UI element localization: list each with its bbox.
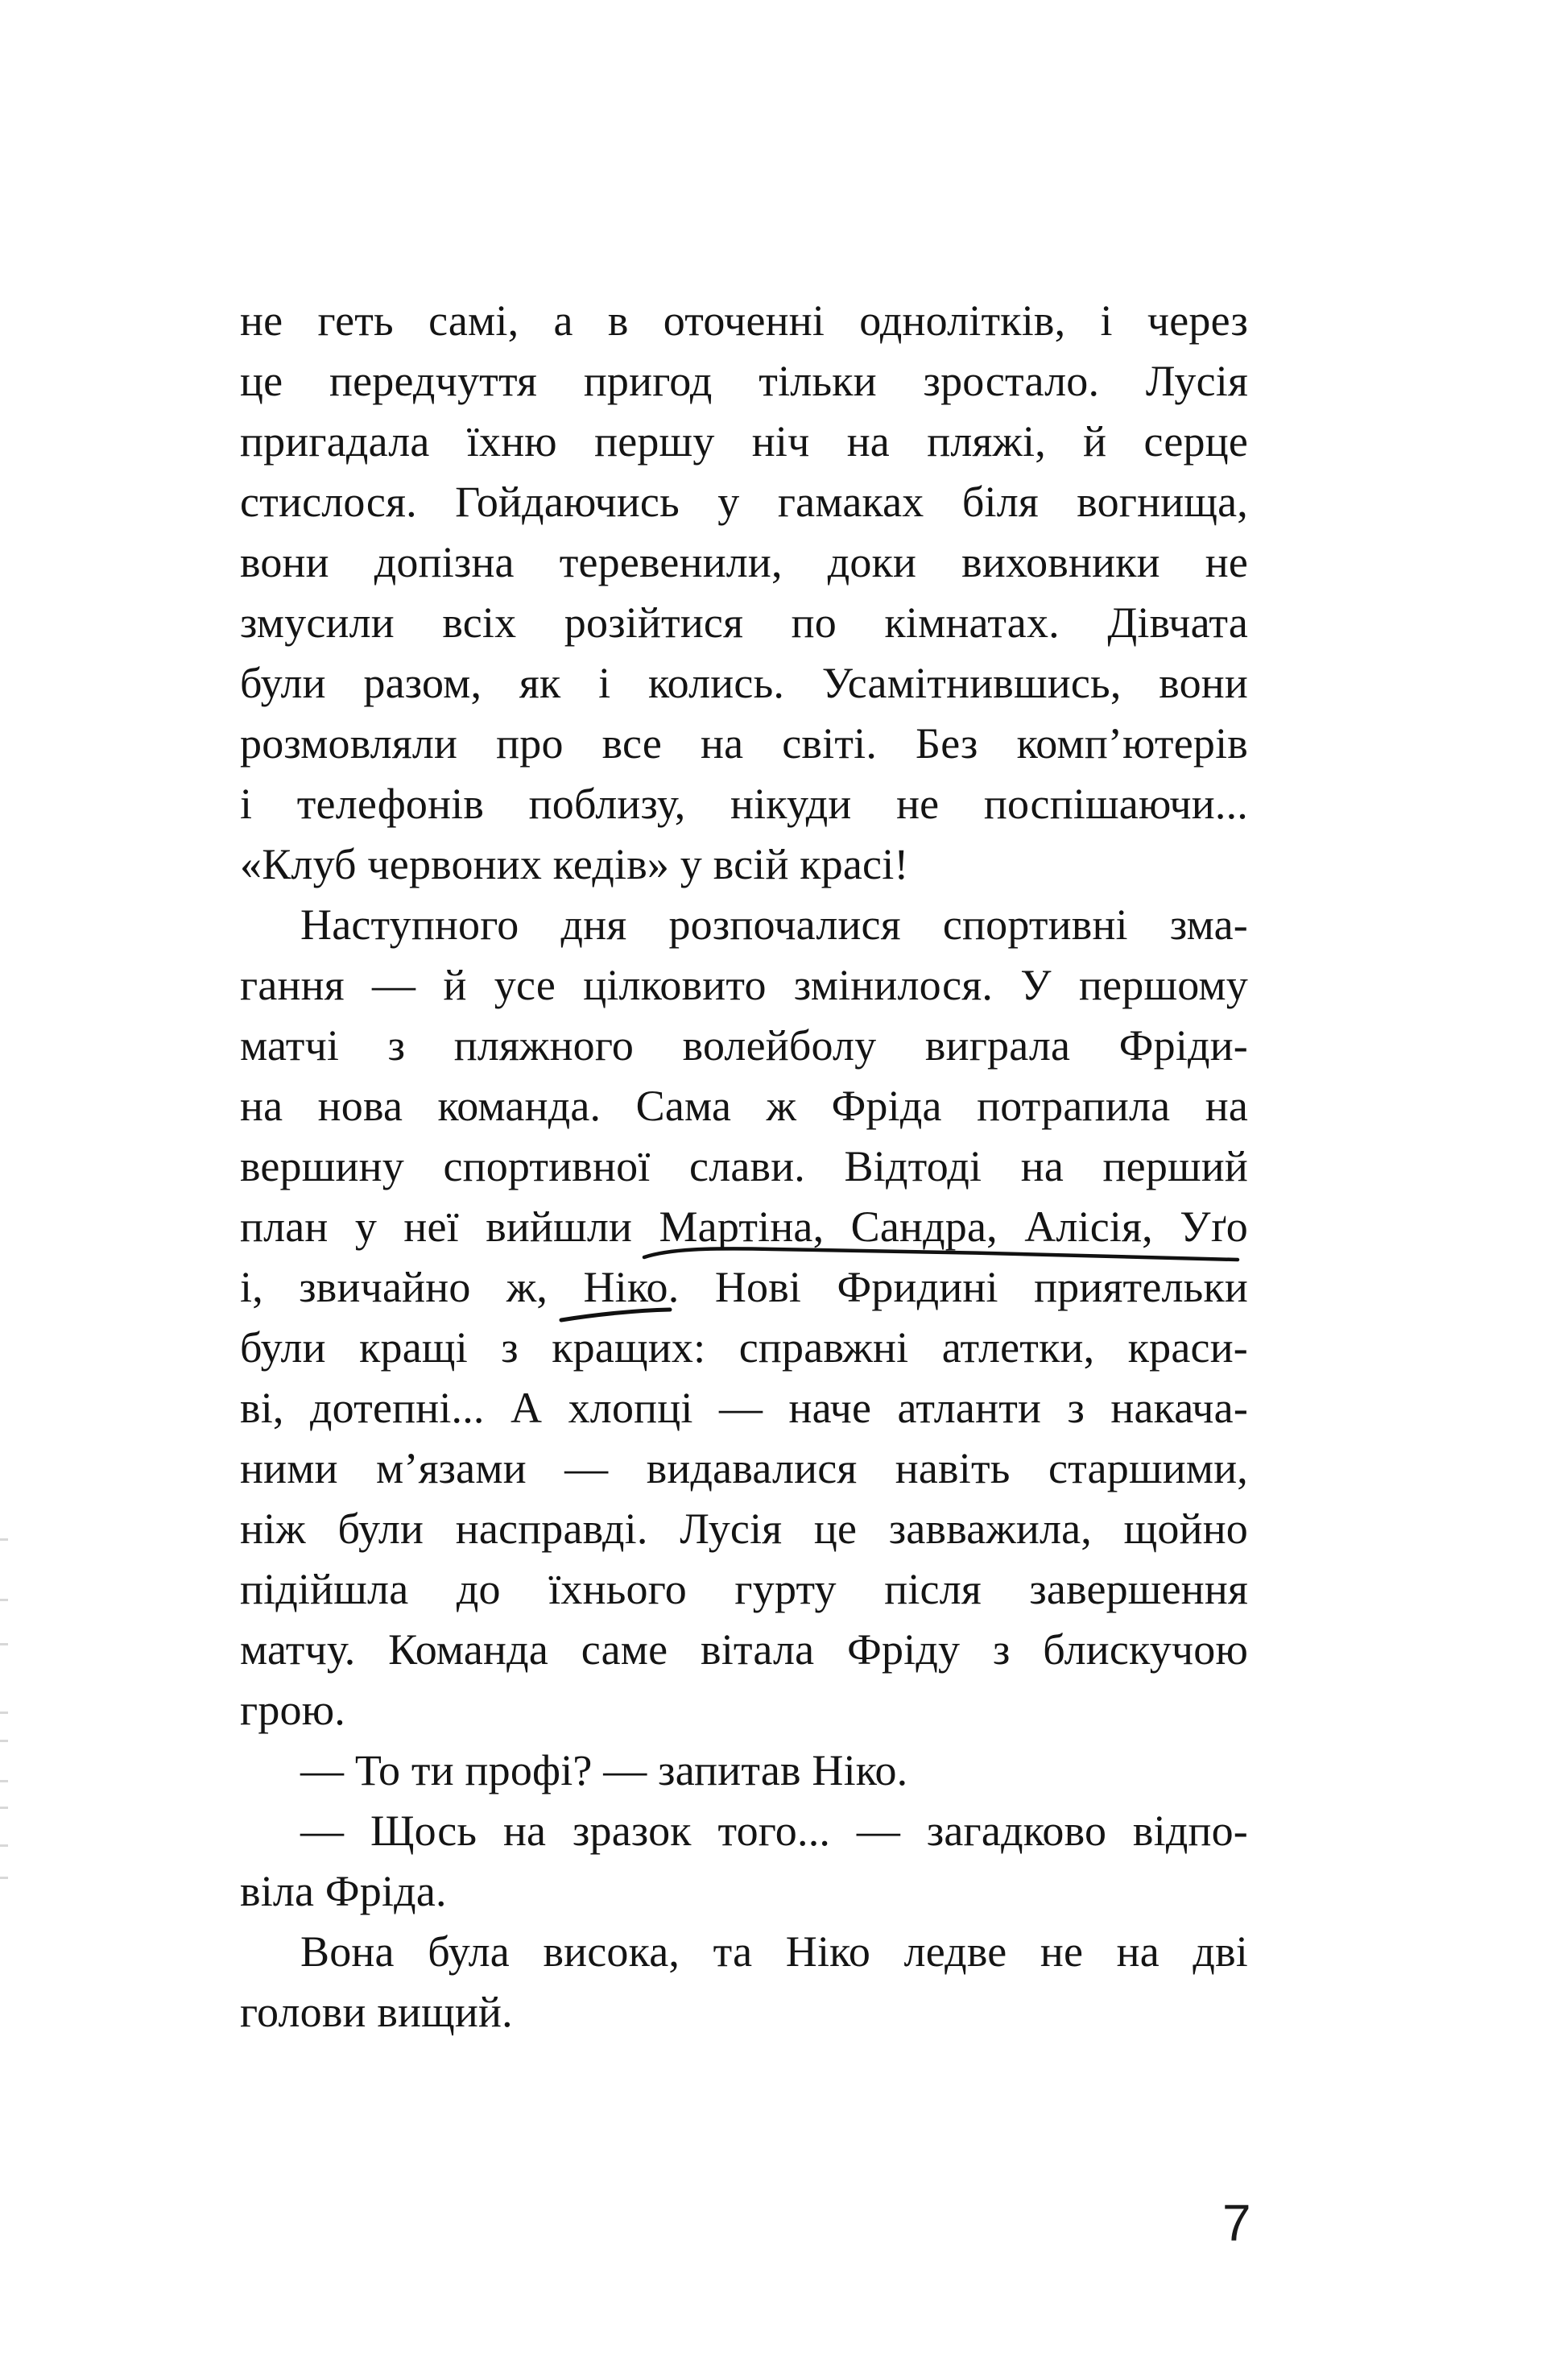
text-line: розмовляли про все на світі. Без комп’ютерів bbox=[240, 719, 1248, 768]
underlined-niko-line: і, звичайно ж, Ніко. Нові Фридині приятельки bbox=[240, 1263, 1248, 1311]
text-line: матчу. Команда саме вітала Фріду з блискучою bbox=[240, 1625, 1248, 1674]
text-line: ніж були насправді. Лусія це завважила, щойно bbox=[240, 1505, 1248, 1553]
scan-artifact bbox=[0, 1643, 8, 1645]
scan-artifact bbox=[0, 1538, 8, 1541]
scan-artifact bbox=[0, 1877, 8, 1879]
text-line: це передчуття пригод тільки зростало. Лусія bbox=[240, 357, 1248, 405]
dialogue-line: — То ти профі? — запитав Ніко. bbox=[300, 1746, 908, 1794]
paragraph-start-line: Наступного дня розпочалися спортивні зма- bbox=[300, 900, 1248, 949]
text-line: стислося. Гойдаючись у гамаках біля вогнища, bbox=[240, 478, 1248, 526]
scan-artifact bbox=[0, 1599, 8, 1601]
paragraph-end-line: грою. bbox=[240, 1686, 345, 1734]
paragraph-end-line: віла Фріда. bbox=[240, 1867, 447, 1915]
scan-artifact bbox=[0, 1807, 8, 1809]
scan-artifact bbox=[0, 1844, 8, 1847]
text-line: ними м’язами — видавалися навіть старшими, bbox=[240, 1444, 1248, 1492]
scan-artifact bbox=[0, 1780, 8, 1782]
text-line: вершину спортивної слави. Відтоді на перший bbox=[240, 1142, 1248, 1190]
text-line: пригадала їхню першу ніч на пляжі, й серце bbox=[240, 417, 1248, 466]
text-line: вони допізна теревенили, доки виховники не bbox=[240, 538, 1248, 586]
text-line: були разом, як і колись. Усамітнившись, вони bbox=[240, 659, 1248, 707]
paragraph-start-line: Вона була висока, та Ніко ледве не на дві bbox=[300, 1927, 1248, 1976]
paragraph-end-line: голови вищий. bbox=[240, 1988, 513, 2036]
page-number: 7 bbox=[1222, 2194, 1251, 2252]
text-line: гання — й усе цілковито змінилося. У першому bbox=[240, 961, 1248, 1009]
text-line: на нова команда. Сама ж Фріда потрапила на bbox=[240, 1082, 1248, 1130]
paragraph-end-line: «Клуб червоних кедів» у всій красі! bbox=[240, 840, 909, 888]
scan-artifact bbox=[0, 1740, 8, 1742]
text-line: не геть самі, а в оточенні однолітків, і через bbox=[240, 296, 1248, 345]
text-line: матчі з пляжного волейболу виграла Фріди- bbox=[240, 1021, 1248, 1070]
text-line: і телефонів поблизу, нікуди не поспішаючи... bbox=[240, 780, 1248, 828]
scan-artifact bbox=[0, 1712, 8, 1714]
text-line: ві, дотепні... А хлопці — наче атланти з накача- bbox=[240, 1384, 1248, 1432]
dialogue-line: — Щось на зразок того... — загадково відпо- bbox=[300, 1807, 1248, 1855]
text-line: були кращі з кращих: справжні атлетки, краси- bbox=[240, 1323, 1248, 1372]
underlined-names-line: план у неї вийшли Мартіна, Сандра, Алісія, Уґо bbox=[240, 1202, 1248, 1251]
text-line: змусили всіх розійтися по кімнатах. Дівчата bbox=[240, 598, 1248, 647]
text-line: підійшла до їхнього гурту після завершення bbox=[240, 1565, 1248, 1613]
